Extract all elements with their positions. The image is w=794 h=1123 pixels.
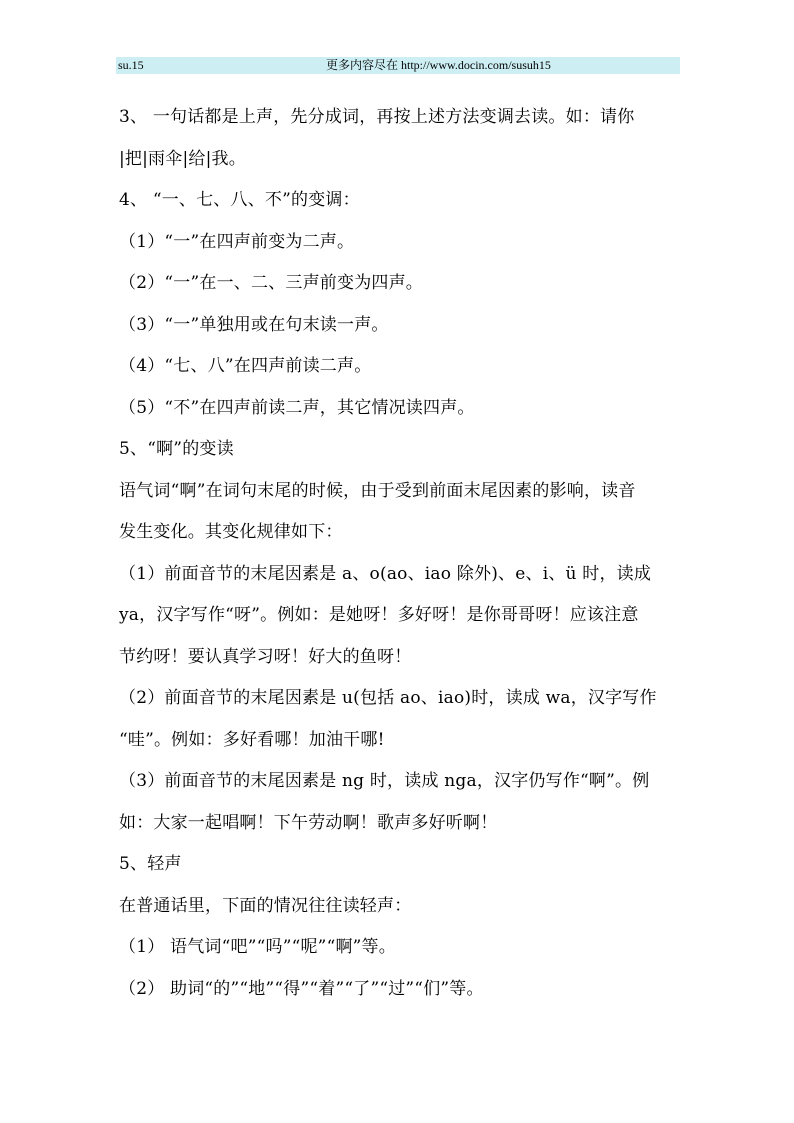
page-header [116, 57, 680, 74]
text-line: 节约呀！要认真学习呀！好大的鱼呀！ [119, 646, 412, 667]
text-line: （3）“一”单独用或在句末读一声。 [119, 314, 389, 335]
text-line: 5、轻声 [119, 854, 182, 874]
document-body [119, 97, 682, 1010]
text-line: “哇”。例如：多好看哪！加油干哪! [119, 729, 385, 750]
header-left-text: su.15 [118, 58, 144, 72]
text-line: （1）“一”在四声前变为二声。 [119, 231, 355, 252]
text-line: 如：大家一起唱啊！下午劳动啊！歌声多好听啊！ [119, 812, 498, 833]
text-line: 4、 “一、七、八、不”的变调： [119, 190, 360, 210]
text-line: 在普通话里，下面的情况往往读轻声： [119, 895, 412, 916]
text-line: （1） 语气词“吧”“吗”“呢”“啊”等。 [119, 937, 396, 957]
text-line: （4）“七、八”在四声前读二声。 [119, 356, 372, 376]
text-line: （2）“一”在一、二、三声前变为四声。 [119, 273, 423, 293]
text-line: ya，汉字写作“呀”。例如：是她呀！多好呀！是你哥哥呀！应该注意 [119, 605, 639, 625]
text-line: （2） 助词“的”“地”“得”“着”“了”“过”“们”等。 [119, 978, 484, 999]
header-center-text: 更多内容尽在 http://www.docin.com/susuh15 [326, 58, 551, 72]
text-line: 5、“啊”的变读 [119, 439, 234, 459]
text-line: 发生变化。其变化规律如下： [119, 522, 343, 542]
text-line: 3、 一句话都是上声，先分成词，再按上述方法变调去读。如：请你 [119, 107, 635, 127]
text-line: （5）“不”在四声前读二声，其它情况读四声。 [119, 397, 475, 418]
text-line: （3）前面音节的末尾因素是 ng 时，读成 nga，汉字仍写作“啊”。例 [119, 771, 650, 791]
text-line: |把|雨伞|给|我。 [119, 148, 246, 169]
text-line: （1）前面音节的末尾因素是 a、o(ao、iao 除外)、e、i、ü 时，读成 [119, 563, 652, 584]
text-line: 语气词“啊”在词句末尾的时候，由于受到前面末尾因素的影响，读音 [119, 480, 636, 501]
text-line: （2）前面音节的末尾因素是 u(包括 ao、iao)时，读成 wa，汉字写作 [119, 688, 657, 708]
